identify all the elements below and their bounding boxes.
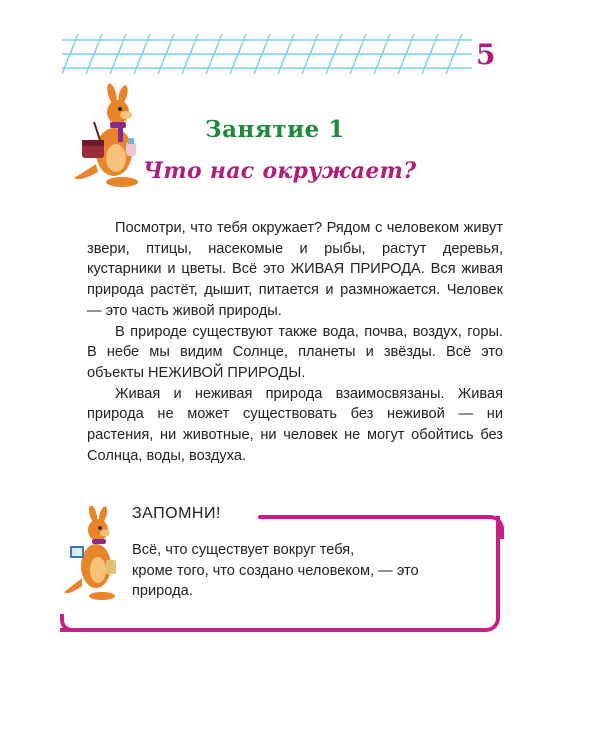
remember-box-corner: [60, 614, 84, 632]
kangaroo-with-book-illustration: [62, 506, 130, 606]
header-ruled-lines: [62, 34, 472, 76]
remember-line: кроме того, что создано человеком, — это: [132, 562, 419, 579]
lesson-title: Занятие 1: [205, 116, 345, 143]
remember-title: ЗАПОМНИ!: [132, 505, 221, 522]
body-paragraph: В природе существуют также вода, почва, воздух, горы. В небе мы видим Солнце, планеты и звёзды. Всё это объекты НЕЖИВОЙ ПРИРОДЫ.: [87, 323, 503, 381]
body-paragraph: Посмотри, что тебя окружает? Рядом с человеком живут звери, птицы, насекомые и рыбы, растут деревья, кустарники и цветы. Всё это ЖИВАЯ ПРИРОДА. Вся живая природа растёт, дышит, питается и размножается. Человек — это часть живой природы.: [87, 220, 503, 319]
body-text: [87, 218, 503, 466]
remember-box-corner: [480, 515, 504, 539]
body-paragraph: Живая и неживая природа взаимосвязаны. Живая природа не может существовать без неживой — ни растения, ни животные, ни человек не могут обойтись без Солнца, воды, воздуха.: [87, 385, 503, 464]
lesson-subtitle: Что нас окружает?: [143, 158, 417, 184]
remember-text: [132, 540, 476, 602]
kangaroo-with-bag-illustration: [70, 82, 150, 192]
remember-line: природа.: [132, 583, 193, 600]
page-number: 5: [476, 38, 496, 71]
remember-line: Всё, что существует вокруг тебя,: [132, 542, 355, 558]
remember-box-top-line: [258, 515, 490, 519]
